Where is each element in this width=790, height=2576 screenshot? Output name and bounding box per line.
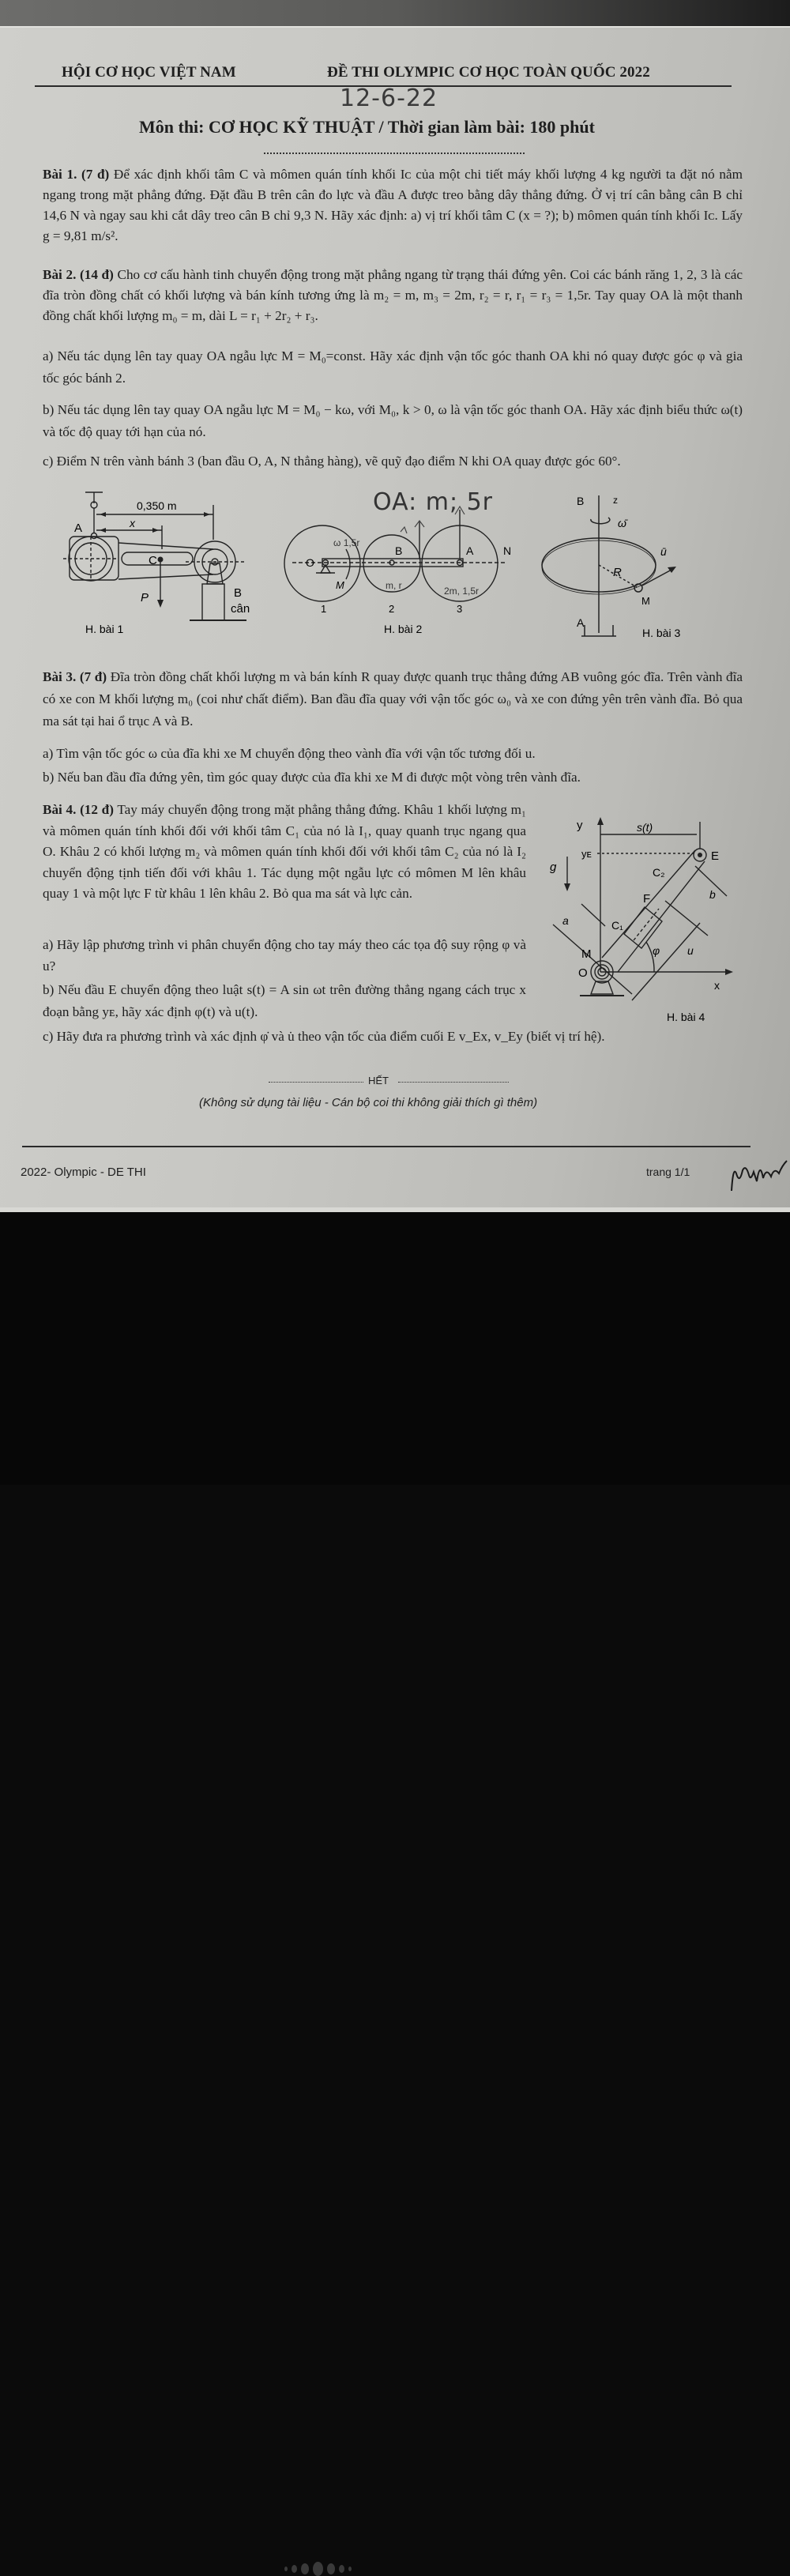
problem-2-label: Bài 2. (14 đ): [43, 267, 114, 282]
fig4-label-e: E: [711, 849, 720, 863]
problem-2-part-a: a) Nếu tác dụng lên tay quay OA ngẫu lực M = M₀=const. Hãy xác định vận tốc góc thanh OA khi nó quay được góc φ và gia tốc góc bánh 2.: [43, 348, 743, 386]
problem-2: [43, 265, 743, 326]
fig4-label-b: b: [709, 888, 716, 901]
fig2-label-o: O: [306, 556, 314, 569]
fig4-label-c2: C₂: [653, 866, 665, 879]
blurred-keyboard-lights: [284, 2562, 356, 2576]
footer-page-number: trang 1/1: [646, 1166, 690, 1178]
fig4-label-m: M: [581, 947, 592, 961]
fig4-label-g: g: [550, 861, 557, 874]
fig3-label-u: ū: [660, 545, 667, 558]
fig1-label-p: P: [141, 591, 149, 604]
fig3-label-z: z: [613, 495, 618, 506]
fig1-caption: H. bài 1: [85, 623, 124, 635]
fig3-label-b: B: [577, 495, 585, 507]
signature: [727, 1150, 790, 1197]
fig1-label-scale: cân: [231, 602, 250, 616]
problem-1-label: Bài 1. (7 đ): [43, 167, 110, 182]
fig2-caption: H. bài 2: [384, 623, 423, 635]
footer-rule: [22, 1146, 750, 1147]
fig4-label-o: O: [578, 966, 588, 980]
problem-2-part-c: c) Điểm N trên vành bánh 3 (ban đầu O, A, N thẳng hàng), vẽ quỹ đạo điểm N khi OA quay được góc 60°.: [43, 454, 621, 469]
subject-line: Môn thi: CƠ HỌC KỸ THUẬT / Thời gian làm bài: 180 phút: [139, 117, 595, 137]
fig1-dim-total: 0,350 m: [137, 499, 177, 512]
fig3-caption: H. bài 3: [642, 627, 681, 639]
fig2-hw-omega: ω 1,5r: [333, 537, 360, 548]
figure-3-diagram: [529, 486, 782, 644]
problem-4-part-b: b) Nếu đầu E chuyển động theo luật s(t) = A sin ωt trên đường thẳng ngang cách trục x đoạn bằng yᴇ, hãy xác định φ(t) và u(t).: [43, 982, 526, 1019]
footer-left: 2022- Olympic - DE THI: [21, 1166, 146, 1179]
problem-4-part-c: c) Hãy đưa ra phương trình và xác định φ̇ và u̇ theo vận tốc của điểm cuối E v_Ex, v_Ey (biết vị trí hệ).: [43, 1029, 605, 1044]
fig4-caption: H. bài 4: [667, 1011, 705, 1023]
fig4-label-ye: yᴇ: [581, 848, 592, 860]
fig2-gear-3: 3: [457, 603, 463, 615]
fig3-label-r: R: [613, 566, 622, 579]
figure-1-diagram: [55, 486, 269, 644]
fig2-label-a: A: [466, 544, 474, 557]
subject-divider: [264, 153, 525, 154]
problem-3-label: Bài 3. (7 đ): [43, 669, 107, 684]
problem-3-part-a: a) Tìm vận tốc góc ω của đĩa khi xe M chuyển động theo vành đĩa với vận tốc tương đối u.: [43, 746, 536, 761]
fig2-handwritten-note: OA: m; 5r: [373, 488, 494, 516]
closing-note: (Không sử dụng tài liệu - Cán bộ coi thi không giải thích gì thêm): [199, 1096, 538, 1109]
fig2-label-m: M: [336, 579, 344, 591]
problem-2-part-b: b) Nếu tác dụng lên tay quay OA ngẫu lực M = M₀ − kω, với M₀, k > 0, ω là vận tốc góc thanh OA. Hãy xác định biểu thức ω(t) và tốc độ quay tới hạn của nó.: [43, 402, 743, 439]
fig4-label-c1: C₁: [611, 919, 623, 932]
figure-2-diagram: [276, 486, 529, 644]
fig2-gear-1: 1: [321, 603, 327, 615]
problem-1-text: Để xác định khối tâm C và mômen quán tính khối Iᴄ của một chi tiết máy khối lượng 4 kg người ta đặt nó nằm ngang trong mặt phẳng đứng. Đặt đầu B trên cân đo lực và đầu A được treo bằng dây thẳng đứng. Ở vị trí cân bằng cân B chỉ 14,6 N và ngay sau khi cắt dây treo cân B chỉ 9,3 N. Hãy xác định: a) vị trí khối tâm C (x = ?); b) mômen quán tính khối Iᴄ. Lấy g = 9,81 m/s².: [43, 167, 743, 243]
dark-desk-background: [0, 1212, 790, 1485]
fig2-label-n: N: [503, 544, 512, 557]
problem-2-text: Cho cơ cấu hành tinh chuyển động trong mặt phẳng ngang từ trạng thái đứng yên. Coi các bánh răng 1, 2, 3 là các đĩa tròn đồng chất có khối lượng và bán kính tương ứng là m₂ = m, m₃ = 2m, r₂ = r, r₁ = r₃ = 1,5r. Tay quay OA là một thanh đồng chất khối lượng m₀ = m, dài L = r₁ + 2r₂ + r₃.: [43, 267, 743, 323]
figure-4-diagram: [545, 800, 782, 1029]
problem-4-text: Tay máy chuyển động trong mặt phẳng thẳng đứng. Khâu 1 khối lượng m₁ và mômen quán tính khối đối với khối tâm C₁ của nó là I₁, quay quanh trục ngang qua O. Khâu 2 có khối lượng m₂ và mômen quán tính khối đối với khối tâm C₂ của nó là I₂ chuyển động tịnh tiến đối với khâu 1. Tác dụng một ngẫu lực có mômen M lên khâu quay 1 và một lực F từ khâu 1 lên khâu 2. Bỏ qua ma sát và lực cản.: [43, 802, 526, 901]
fig2-gear-2: 2: [389, 603, 395, 615]
problem-3: [43, 666, 743, 733]
fig4-label-s: s(t): [637, 821, 653, 834]
fig2-hw-m3: 2m, 1,5r: [444, 586, 480, 597]
problem-3-part-b: b) Nếu ban đầu đĩa đứng yên, tìm góc quay được của đĩa khi xe M đi được một vòng trên vành đĩa.: [43, 770, 581, 785]
fig1-label-b: B: [234, 586, 243, 600]
handwritten-date: 12-6-22: [340, 85, 438, 112]
problem-4-label: Bài 4. (12 đ): [43, 802, 114, 817]
fig1-dim-x: x: [130, 517, 135, 529]
problem-4: [43, 800, 526, 905]
end-divider-left: [269, 1082, 363, 1083]
fig1-label-a: A: [74, 522, 83, 535]
problem-1: [43, 164, 743, 247]
fig1-label-c: C: [149, 554, 157, 567]
fig4-label-f: F: [643, 892, 651, 906]
exam-title: ĐỀ THI OLYMPIC CƠ HỌC TOÀN QUỐC 2022: [327, 64, 650, 81]
organization-name: HỘI CƠ HỌC VIỆT NAM: [62, 64, 236, 81]
fig4-label-y: y: [577, 819, 583, 832]
fig2-hw-m2: m, r: [386, 580, 402, 591]
fig4-label-phi: φ: [653, 944, 660, 957]
fig4-label-x: x: [714, 979, 720, 992]
exam-paper: [0, 26, 790, 1211]
end-divider-right: [398, 1082, 509, 1083]
end-marker: HẾT: [368, 1075, 389, 1087]
problem-4-part-a: a) Hãy lập phương trình vi phân chuyển động cho tay máy theo các tọa độ suy rộng φ và u?: [43, 937, 526, 974]
problem-3-text: Đĩa tròn đồng chất khối lượng m và bán kính R quay được quanh trục thẳng đứng AB vuông góc đĩa. Trên vành đĩa có xe con M khối lượng m₀ (coi như chất điểm). Ban đầu đĩa quay với vận tốc góc ω₀ và xe con đứng yên trên vành đĩa. Bỏ qua ma sát tại hai ổ trục A và B.: [43, 669, 743, 729]
fig4-label-u: u: [687, 944, 694, 957]
fig3-label-m: M: [641, 595, 650, 607]
fig2-label-b: B: [395, 544, 403, 557]
fig3-label-omega: ω̄: [618, 517, 626, 529]
fig4-label-a: a: [562, 914, 569, 927]
fig3-label-a: A: [577, 616, 585, 629]
